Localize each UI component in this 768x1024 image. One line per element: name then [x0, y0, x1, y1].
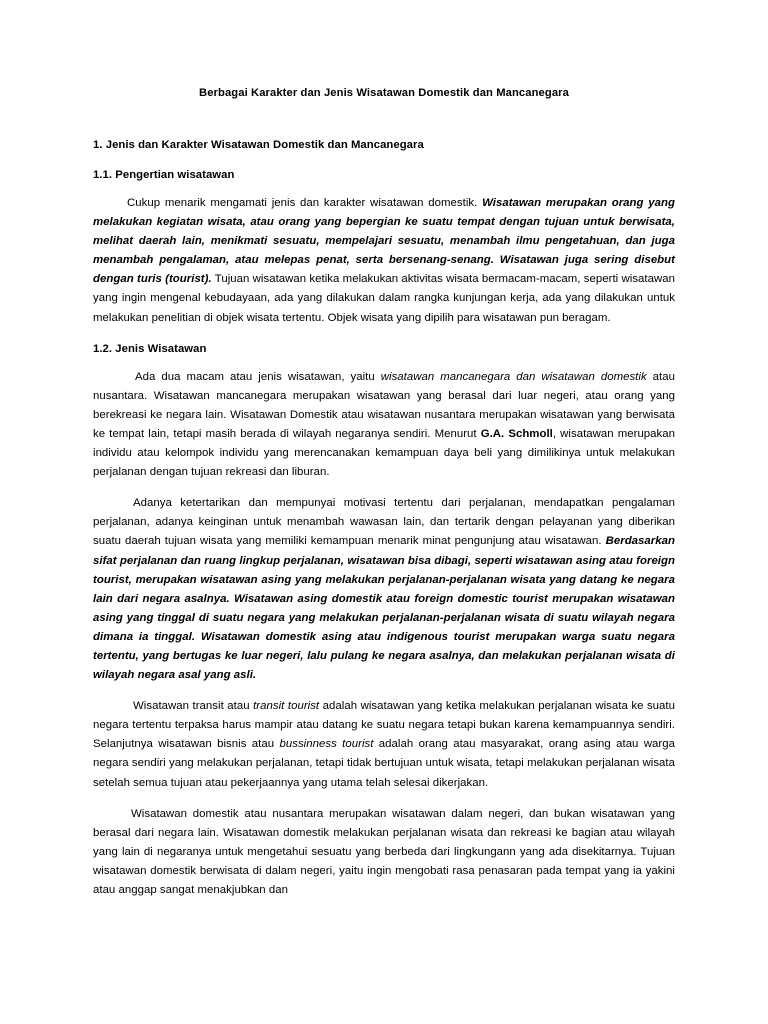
paragraph-jenis-wisatawan — [93, 368, 675, 483]
par2-run-italic: wisatawan mancanegara dan wisatawan domestik — [380, 370, 647, 383]
par4-run-plain-1: Wisatawan transit atau — [133, 700, 254, 713]
section-heading-1-2: 1.2. Jenis Wisatawan — [93, 342, 207, 355]
paragraph-2-gap — [93, 482, 675, 494]
paragraph-4-gap — [93, 793, 675, 805]
par5-run-plain-1: Wisatawan domestik atau nusantara merupakan wisatawan dalam negeri, dan bukan wisatawan yang berasal dari negara lain. Wisatawan domestik melakukan perjalanan wisata dan rekreasi ke bagian atau wilayah yang lain di negaranya untuk mengetahui sesuatu yang berbeda dari lingkungann yang ada disekitarnya. Tujuan wisatawan domestik berwisata di dalam negeri, yaitu ingin mengobati rasa penasaran pada tempat yang ia yakini atau anggap sangat menakjubkan dan — [93, 807, 675, 896]
par1-run-plain-2: Tujuan wisatawan ketika melakukan aktivitas wisata bermacam-macam, seperti wisatawan yang ingin mengenal kebudayaan, ada yang dilakukan dalam rangka kunjungan kerja, ada yang dilakukan untuk melakukan penelitian di objek wisata tertentu. Objek wisata yang dipilih para wisatawan pun beragam. — [93, 273, 675, 324]
heading-1-2-spacer — [93, 359, 675, 368]
paragraph-wisatawan-domestik — [93, 805, 675, 900]
par3-run-plain-1: Adanya ketertarikan dan mempunyai motivasi tertentu dari perjalanan, mendapatkan pengalaman perjalanan, adanya keinginan untuk menambah wawasan lain, dan tertarik dengan pelayanan yang diberikan suatu daerah tujuan wisata yang memiliki kemampuan menarik minat pengunjung atau wisatawan. — [93, 497, 675, 548]
section-heading-1: 1. Jenis dan Karakter Wisatawan Domestik dan Mancanegara — [93, 139, 424, 151]
par2-run-plain-3: , wisatawan merupakan individu atau kelompok individu yang merencanakan kemampuan daya beli yang dimilikinya untuk melakukan perjalanan dengan tujuan rekreasi dan liburan. — [93, 427, 676, 479]
par2-run-plain-2: atau nusantara. Wisatawan mancanegara merupakan wisatawan yang berasal dari luar negeri, atau orang yang berekreasi ke negara lain. Wisatawan Domestik atau wisatawan nusantara merupakan wisatawan yang berwisata ke tempat lain, tetapi masih berada di wilayah negaranya sendiri. Menurut — [93, 370, 675, 440]
title-spacer — [93, 103, 675, 136]
par3-run-bold-italic: Berdasarkan sifat perjalanan dan ruang lingkup perjalanan, wisatawan bisa dibagi, seperti wisatawan asing atau foreign tourist, merupakan wisatawan asing yang melakukan perjalanan-perjalanan wisata yang datang ke negara lain dari negara asalnya. Wisatawan asing domestik atau foreign domestic tourist merupakan wisatawan asing yang tinggal di suatu negara yang melakukan perjalanan-perjalanan wisata di suatu wilayah negara dimana ia tinggal. Wisatawan domestik asing atau indigenous tourist merupakan warga suatu negara tertentu, yang bertugas ke luar negeri, lalu pulang ke negara asalnya, dan melakukan perjalanan wisata di wilayah negara asal yang asli. — [93, 535, 675, 682]
par4-run-italic-bussinness-tourist: bussinness tourist — [279, 738, 374, 751]
par4-run-italic-transit-tourist: transit tourist — [253, 700, 320, 713]
par2-run-plain-1: Ada dua macam atau jenis wisatawan, yaitu — [135, 370, 381, 383]
par1-run-plain-1: Cukup menarik mengamati jenis dan karakter wisatawan domestik. — [127, 197, 483, 209]
section-heading-1-1: 1.1. Pengertian wisatawan — [93, 169, 235, 181]
paragraph-pengertian-wisatawan — [93, 194, 675, 328]
par1-run-bold-italic: Wisatawan merupakan orang yang melakukan kegiatan wisata, atau orang yang bepergian ke suatu tempat dengan tujuan untuk berwisata, melihat daerah lain, menikmati sesuatu, mempelajari sesuatu, menambah ilmu pengetahuan, dan juga menambah pengalaman, atau melepas penat, serta bersenang-senang. Wisatawan juga sering disebut dengan turis (tourist). — [93, 197, 676, 286]
paragraph-wisatawan-transit — [93, 697, 675, 792]
paragraph-motivasi-perjalanan — [93, 494, 675, 685]
paragraph-1-gap — [93, 328, 675, 340]
par4-run-plain-2: adalah wisatawan yang ketika melakukan perjalanan wisata ke suatu negara tertentu terpaksa harus mampir atau datang ke suatu negara tetapi bukan karena kemampuannya sendiri. Selanjutnya wisatawan bisnis atau — [93, 700, 675, 751]
paragraph-3-gap — [93, 685, 675, 697]
document-title: Berbagai Karakter dan Jenis Wisatawan Domestik dan Mancanegara — [199, 87, 569, 99]
par4-run-plain-3: adalah orang atau masyarakat, orang asing atau warga negara sendiri yang melakukan perjalanan, tetapi tidak bertujuan untuk wisata, tetapi melakukan perjalanan wisata setelah semua tujuan atau pekerjaannya yang utama telah selesai dikerjakan. — [93, 738, 675, 789]
par2-run-bold-schmoll: G.A. Schmoll — [480, 427, 553, 440]
heading-1-spacer — [93, 155, 675, 166]
heading-1-1-spacer — [93, 185, 675, 194]
